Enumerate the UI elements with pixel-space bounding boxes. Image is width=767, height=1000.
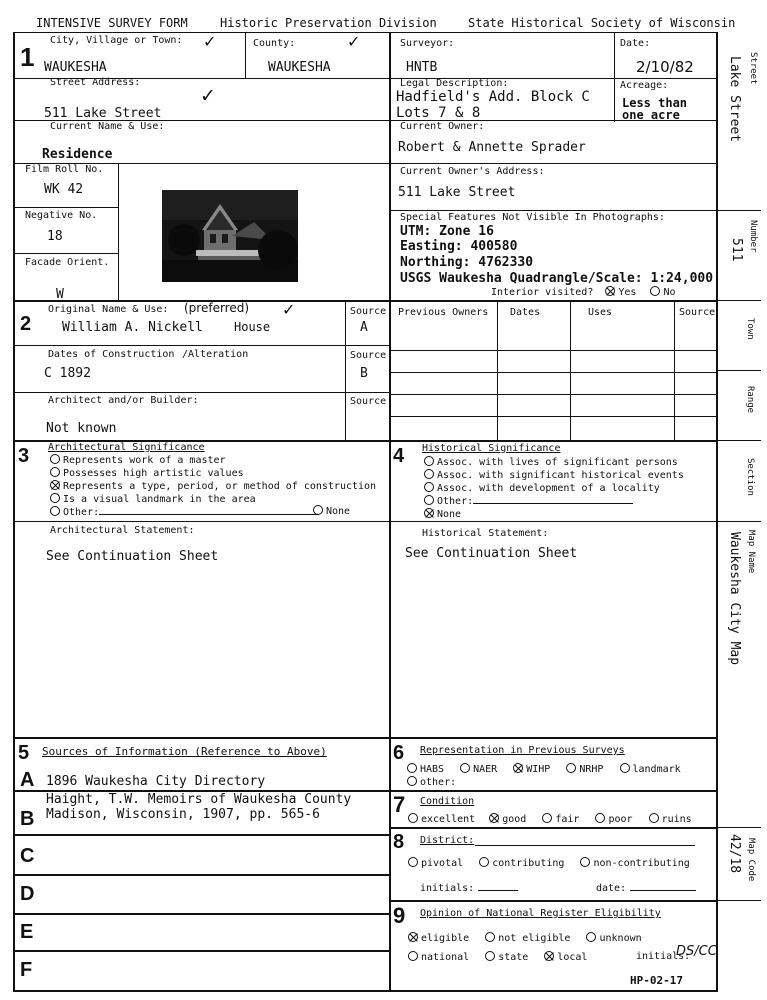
poor-label: poor [608, 814, 633, 825]
contributing-label: contributing [492, 858, 565, 869]
current-name-use-label: Current Name & Use: [50, 121, 165, 132]
surveyor-value: HNTB [406, 60, 438, 75]
ruins-label: ruins [661, 814, 692, 825]
legal-line-1: Hadfield's Add. Block C [396, 89, 590, 105]
usgs-quadrangle: USGS Waukesha Quadrangle/Scale: 1:24,000 [400, 271, 714, 286]
architect-label: Architect and/or Builder: [48, 395, 199, 406]
excellent-label: excellent [421, 814, 476, 825]
grid [389, 210, 716, 211]
unknown-label: unknown [599, 933, 642, 944]
grid [674, 300, 675, 440]
grid [13, 392, 389, 393]
legal-line-2: Lots 7 & 8 [396, 105, 481, 121]
house-silhouette-icon [162, 190, 298, 282]
eligibility-initials-label: initials: [636, 951, 691, 962]
source-label: Source [350, 350, 387, 361]
grid [13, 834, 389, 836]
current-name-use-value: Residence [42, 147, 113, 162]
condition-options [408, 813, 692, 826]
top-rule [13, 32, 718, 33]
arch-option-label: Other: [63, 507, 100, 518]
preferred-note: (preferred) [184, 301, 250, 315]
condition-title: Condition [420, 796, 475, 807]
bottom-rule [13, 990, 718, 992]
historical-statement-label: Historical Statement: [422, 528, 549, 539]
eligibility-row-1 [408, 932, 642, 945]
hist-option-label: None [437, 509, 462, 520]
sidebar-street-label: Street [748, 52, 758, 85]
wihp-radio[interactable] [513, 763, 523, 773]
facade-orient-value: W [56, 287, 64, 302]
source-letter-e: E [20, 921, 34, 943]
section-3-number: 3 [18, 445, 30, 467]
district-date [596, 883, 696, 895]
arch-option-label: Represents work of a master [63, 455, 226, 466]
surveyor-label: Surveyor: [400, 38, 455, 49]
hist-option-label: Assoc. with significant historical events [437, 470, 684, 481]
local-label: local [557, 952, 588, 963]
current-owner-value: Robert & Annette Sprader [398, 140, 586, 155]
form-code: HP-02-17 [630, 974, 683, 987]
ruins-radio[interactable] [649, 813, 659, 823]
sources-title: Sources of Information (Reference to Above) [42, 745, 327, 758]
source-a-value: 1896 Waukesha City Directory [46, 774, 266, 789]
not-eligible-label: not eligible [498, 933, 571, 944]
source-letter-f: F [20, 959, 33, 981]
northing: Northing: 4762330 [400, 255, 534, 270]
city-label: City, Village or Town: [50, 35, 183, 46]
other-label: other: [420, 777, 457, 788]
grid [389, 790, 716, 792]
film-roll-value: WK 42 [44, 182, 84, 197]
sidebar-map-code-value: 42/18 [727, 834, 742, 874]
grid [13, 253, 118, 254]
source-letter-a: A [20, 769, 35, 791]
grid [13, 913, 389, 915]
architect-value: Not known [46, 421, 117, 436]
source-label: Source [350, 396, 387, 407]
grid [389, 416, 716, 417]
owner-address-label: Current Owner's Address: [400, 166, 545, 177]
county-label: County: [253, 38, 296, 49]
good-label: good [502, 814, 527, 825]
poor-radio[interactable] [595, 813, 605, 823]
non-contributing-radio[interactable] [580, 857, 590, 867]
easting: Easting: 400580 [400, 239, 518, 254]
section5-rule [13, 737, 718, 739]
previous-owners-header: Previous Owners [398, 307, 489, 318]
grid [716, 300, 761, 301]
arch-option-label: Is a visual landmark in the area [63, 494, 256, 505]
other-radio[interactable] [407, 776, 417, 786]
district-initials-label: initials: [420, 883, 475, 894]
hist-option-label: Assoc. with lives of significant persons [437, 457, 678, 468]
hist-option-radio[interactable] [424, 469, 434, 479]
hist-option-radio[interactable] [424, 456, 434, 466]
grid [716, 827, 761, 828]
acreage-line-1: Less than [622, 96, 688, 110]
division-name: Historic Preservation Division [220, 16, 437, 30]
grid [13, 345, 389, 346]
arch-none-option [313, 505, 350, 518]
grid [13, 950, 389, 952]
habs-label: HABS [420, 764, 445, 775]
national-radio[interactable] [408, 951, 418, 961]
section-1-number: 1 [20, 42, 35, 72]
previous-uses-header: Uses [588, 307, 613, 318]
hist-option-radio[interactable] [424, 482, 434, 492]
arch-option-radio[interactable] [50, 493, 60, 503]
architectural-statement-value: See Continuation Sheet [46, 549, 219, 564]
film-roll-label: Film Roll No. [25, 164, 104, 175]
check-mark-icon: ✓ [347, 32, 361, 51]
source-letter-d: D [20, 883, 35, 905]
grid [389, 350, 716, 351]
interior-visited-label: Interior visited? [491, 287, 594, 298]
street-label: Street Address: [50, 77, 141, 88]
grid [13, 207, 118, 208]
street-value: 511 Lake Street [44, 106, 162, 121]
source-label: Source [350, 306, 387, 317]
grid [245, 32, 246, 78]
city-value: WAUKESHA [44, 60, 107, 75]
grid [716, 521, 761, 522]
grid [13, 874, 389, 876]
naer-radio[interactable] [460, 763, 470, 773]
fair-radio[interactable] [542, 813, 552, 823]
eligible-label: eligible [421, 933, 470, 944]
eligible-radio[interactable] [408, 932, 418, 942]
center-divider [389, 32, 391, 990]
interior-no-radio[interactable] [650, 286, 660, 296]
negative-label: Negative No. [25, 210, 98, 221]
section-5-number: 5 [18, 742, 30, 764]
county-value: WAUKESHA [268, 60, 331, 75]
alteration-label: /Alteration [182, 349, 249, 360]
arch-option-label: Possesses high artistic values [63, 468, 244, 479]
grid [389, 163, 716, 164]
hist-option-label: Assoc. with development of a locality [437, 483, 660, 494]
not-eligible-radio[interactable] [485, 932, 495, 942]
dates-construction-label: Dates of Construction [48, 349, 175, 360]
section-4-number: 4 [393, 445, 405, 467]
architectural-significance-title: Architectural Significance [48, 442, 205, 453]
form-title: INTENSIVE SURVEY FORM [36, 16, 188, 30]
district-title: District: [420, 835, 475, 846]
eligibility-row-2 [408, 951, 587, 964]
non-contributing-label: non-contributing [593, 858, 690, 869]
pivotal-radio[interactable] [408, 857, 418, 867]
district-date-label: date: [596, 883, 627, 894]
interior-no-label: No [663, 287, 676, 298]
grid [570, 300, 571, 440]
arch-option-label: Represents a type, period, or method of construction [63, 481, 377, 492]
house-photograph [162, 190, 298, 282]
grid [389, 900, 716, 902]
pivotal-label: pivotal [421, 858, 464, 869]
interior-yes-label: Yes [618, 287, 637, 298]
dates-source: B [360, 366, 368, 381]
facade-orient-label: Facade Orient. [25, 257, 110, 268]
legal-label: Legal Description: [400, 78, 509, 89]
good-radio[interactable] [489, 813, 499, 823]
nrhp-label: NRHP [579, 764, 604, 775]
hist-option-label: Other: [437, 496, 474, 507]
grid [389, 827, 716, 829]
right-border [716, 32, 718, 990]
district-line [475, 845, 695, 846]
sidebar-map-name-value: Waukesha City Map [727, 532, 742, 666]
source-letter-b: B [20, 808, 35, 830]
historical-significance-options [424, 456, 684, 521]
sidebar-map-code-label: Map Code [746, 838, 756, 882]
original-name-label: Original Name & Use: [48, 304, 169, 315]
original-name-source: A [360, 320, 368, 335]
contributing-radio[interactable] [479, 857, 489, 867]
arch-option-radio[interactable] [50, 454, 60, 464]
historical-significance-title: Historical Significance [422, 443, 561, 454]
arch-option-radio[interactable] [50, 506, 60, 516]
check-mark-icon: ✓ [203, 32, 217, 51]
excellent-radio[interactable] [408, 813, 418, 823]
previous-surveys-options [407, 763, 681, 776]
hist-option-radio-checked[interactable] [424, 508, 434, 518]
arch-option-radio[interactable] [50, 467, 60, 477]
local-radio[interactable] [544, 951, 554, 961]
grid [345, 300, 346, 440]
sidebar-number-value: 511 [729, 238, 744, 262]
grid [716, 440, 761, 441]
previous-source-header: Source [679, 307, 716, 318]
original-name-suffix: House [234, 320, 271, 334]
grid [13, 521, 389, 522]
arch-none-label: None [326, 506, 351, 517]
landmark-label: landmark [632, 764, 681, 775]
grid [389, 372, 716, 373]
previous-surveys-other [407, 776, 456, 789]
sidebar-range-label: Range [745, 386, 755, 414]
interior-visited [491, 286, 676, 299]
architectural-statement-label: Architectural Statement: [50, 525, 195, 536]
negative-value: 18 [47, 229, 63, 244]
source-b-line-1: Haight, T.W. Memoirs of Waukesha County [46, 792, 352, 807]
acreage-label: Acreage: [620, 80, 669, 91]
previous-surveys-title: Representation in Previous Surveys [420, 745, 625, 756]
acreage-line-2: one acre [622, 108, 680, 122]
dates-construction-value: C 1892 [44, 366, 91, 381]
state-radio[interactable] [485, 951, 495, 961]
section-6-number: 6 [393, 742, 405, 764]
society-name: State Historical Society of Wisconsin [468, 16, 736, 30]
hist-option-radio[interactable] [424, 495, 434, 505]
grid [118, 163, 119, 300]
nrhp-radio[interactable] [566, 763, 576, 773]
sidebar-number-label: Number [748, 220, 758, 253]
check-mark-icon: ✓ [282, 300, 296, 319]
wihp-label: WIHP [526, 764, 551, 775]
previous-dates-header: Dates [510, 307, 541, 318]
source-b-line-2: Madison, Wisconsin, 1907, pp. 565-6 [46, 807, 320, 822]
unknown-radio[interactable] [586, 932, 596, 942]
historical-statement-value: See Continuation Sheet [405, 546, 578, 561]
state-label: state [498, 952, 529, 963]
section-7-number: 7 [393, 792, 406, 817]
check-mark-icon: ✓ [200, 85, 216, 107]
date-label: Date: [620, 38, 651, 49]
habs-radio[interactable] [407, 763, 417, 773]
sidebar-section-label: Section [745, 458, 755, 496]
source-letter-c: C [20, 845, 35, 867]
national-label: national [421, 952, 470, 963]
grid [716, 210, 761, 211]
date-value: 2/10/82 [636, 58, 694, 76]
arch-option-radio-checked[interactable] [50, 480, 60, 490]
grid [716, 370, 761, 371]
landmark-radio[interactable] [620, 763, 630, 773]
sidebar-street-value: Lake Street [727, 56, 742, 143]
sidebar-town-label: Town [745, 318, 755, 340]
eligibility-initials-value: DS/CC [676, 944, 717, 959]
utm-zone: UTM: Zone 16 [400, 224, 494, 239]
grid [716, 900, 761, 901]
special-features-label: Special Features Not Visible In Photographs: [400, 212, 665, 223]
grid [389, 394, 716, 395]
original-name-value: William A. Nickell [62, 320, 203, 335]
section-9-number: 9 [393, 903, 406, 928]
grid [614, 32, 615, 122]
section-2-number: 2 [20, 313, 32, 335]
naer-label: NAER [473, 764, 498, 775]
grid [389, 521, 716, 522]
current-owner-label: Current Owner: [400, 121, 485, 132]
fair-label: fair [555, 814, 580, 825]
interior-yes-radio[interactable] [605, 286, 615, 296]
district-initials [420, 883, 518, 895]
sidebar-map-name-label: Map Name [746, 530, 756, 574]
arch-none-radio[interactable] [313, 505, 323, 515]
section-8-number: 8 [393, 831, 405, 853]
left-border [13, 32, 15, 990]
grid [497, 300, 498, 440]
section2-rule [13, 300, 718, 302]
eligibility-title: Opinion of National Register Eligibility [420, 908, 661, 919]
district-options [408, 857, 690, 870]
owner-address-value: 511 Lake Street [398, 185, 516, 200]
